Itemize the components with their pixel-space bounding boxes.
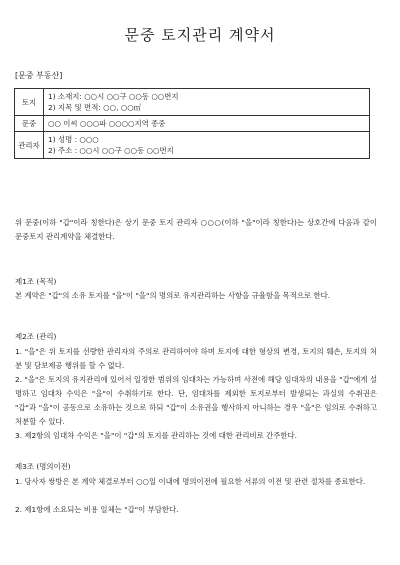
land-location: 1) 소재지: ○○시 ○○구 ○○동 ○○번지 [48,92,179,101]
row-key-clan: 문중 [15,116,44,132]
property-table [14,88,370,159]
table-row [15,89,370,116]
article-2-paragraph-3: 3. 제2항의 임대차 수익은 "을"이 "갑"의 토지를 관리하는 것에 대한 관리비로 간주한다. [15,431,298,440]
manager-name: 1) 성명 : ○○○ [48,135,99,144]
property-section-label: [문중 부동산] [15,71,63,80]
article-3-paragraph-1: 1. 당사자 쌍방은 본 계약 체결로부터 ○○일 이내에 명의이전에 필요한 서류의 이전 및 관련 절차를 종료한다. [15,477,366,486]
article-3-paragraph-2: 2. 제1항에 소요되는 비용 일체는 "갑"이 부담한다. [15,505,179,514]
article-3-heading: 제3조 (명의이전) [15,462,71,471]
row-key-land: 토지 [15,89,44,116]
row-value-clan [44,116,370,132]
document-title: 문중 토지관리 계약서 [124,26,276,44]
article-1-paragraph-1: 본 계약은 "갑"의 소유 토지를 "을"이 "을"의 명의로 유지관리하는 사항을 규율함을 목적으로 한다. [15,291,331,300]
article-2-paragraph-1: 1. "을"은 위 토지를 선량한 관리자의 주의로 관리하여야 하며 토지에 대한 형상의 변경, 토지의 훼손, 토지의 처분 및 담보제공 행위를 할 수 없다. [15,347,377,370]
article-1-heading: 제1조 (목적) [15,277,57,286]
article-2-heading: 제2조 (관리) [15,332,57,341]
intro-paragraph: 위 문중(이하 "갑"이라 칭한다)은 상기 문중 토지 관리자 ○○○(이하 "을"이라 칭한다)는 상호간에 다음과 같이 문중토지 관리계약을 체결한다. [15,218,377,241]
land-area: 2) 지목 및 면적: ○○, ○○㎡ [48,103,142,112]
manager-address: 2) 주소 : ○○시 ○○구 ○○동 ○○번지 [48,146,174,155]
row-value-manager [44,132,370,159]
table-row [15,132,370,159]
article-2-paragraph-2: 2. "을"은 토지의 유지관리에 있어서 일정한 범위의 임대차는 가능하며 사전에 해당 임대차의 내용을 "갑"에게 설명하고 임대차 수익은 "을"이 수취하기로 한다. 단, 임대차를 제외한 토지로부터 발생되는 과실의 수취권은 "갑"과 "을"이 공동으로 소유하는 것으로 하되 "갑"이 소유권을 행사하지 아니하는 경우 "을"은 임의로 수취하고 처분할 수 있다. [15,375,377,426]
row-value-land [44,89,370,116]
table-row [15,116,370,132]
clan-name: ○○ 이씨 ○○○파 ○○○○지역 종중 [48,119,166,128]
row-key-manager: 관리자 [15,132,44,159]
